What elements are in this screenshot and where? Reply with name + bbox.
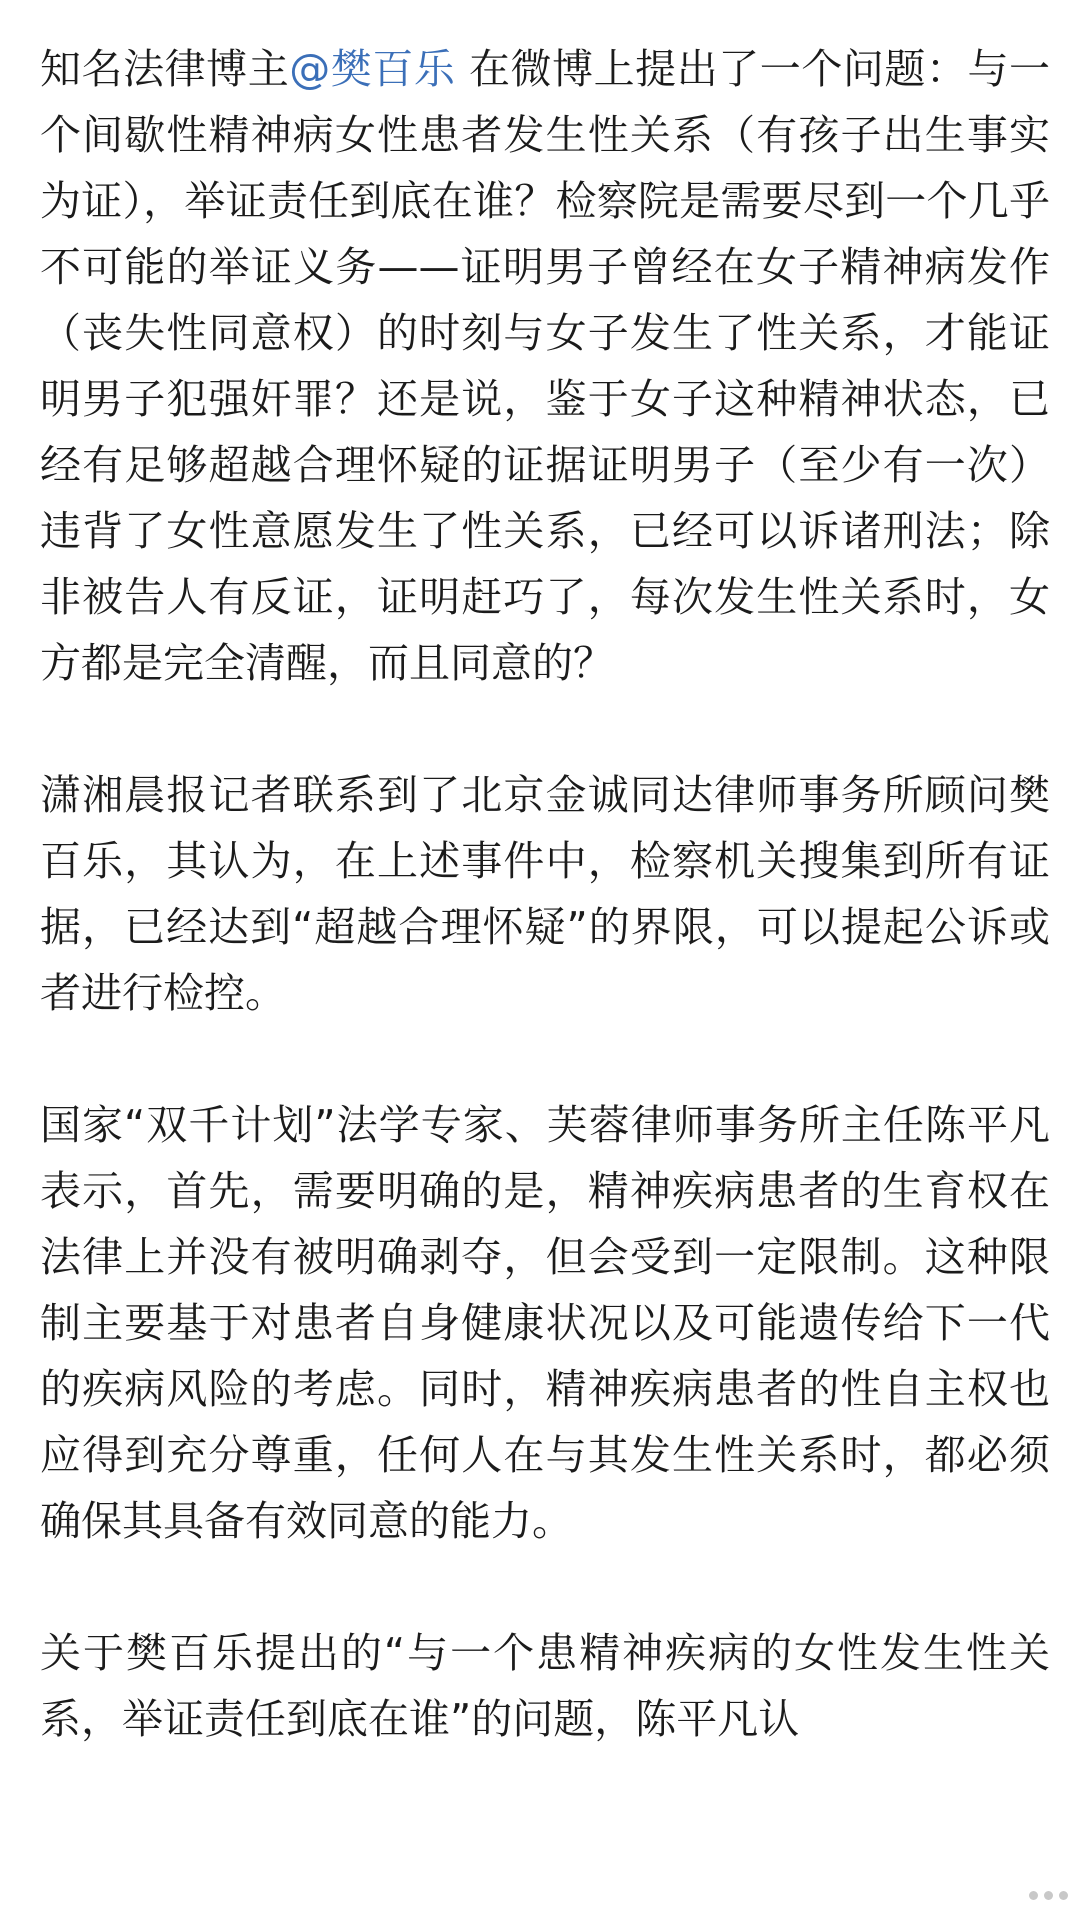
paragraph-1 <box>40 36 1050 696</box>
paragraph-4: 关于樊百乐提出的“与一个患精神疾病的女性发生性关系，举证责任到底在谁”的问题，陈平凡认 <box>40 1629 1050 1743</box>
paragraph-2: 潇湘晨报记者联系到了北京金诚同达律师事务所顾问樊百乐，其认为，在上述事件中，检察机关搜集到所有证据，已经达到“超越合理怀疑”的界限，可以提起公诉或者进行检控。 <box>40 771 1050 1017</box>
truncation-fade <box>0 1866 1080 1906</box>
more-dots-icon[interactable] <box>1029 1891 1068 1900</box>
post-body <box>40 36 1050 1818</box>
dot <box>1044 1891 1053 1900</box>
user-mention-link[interactable]: @樊百乐 <box>289 45 456 93</box>
paragraph-1-text: 在微博上提出了一个问题：与一个间歇性精神病女性患者发生性关系（有孩子出生事实为证），举证责任到底在谁？检察院是需要尽到一个几乎不可能的举证义务——证明男子曾经在女子精神病发作（丧失性同意权）的时刻与女子发生了性关系，才能证明男子犯强奸罪？还是说，鉴于女子这种精神状态，已经有足够超越合理怀疑的证据证明男子（至少有一次）违背了女性意愿发生了性关系，已经可以诉诸刑法；除非被告人有反证，证明赶巧了，每次发生性关系时，女方都是完全清醒，而且同意的？ <box>40 45 1051 687</box>
paragraph-1-intro: 知名法律博主 <box>40 45 290 93</box>
paragraph-3: 国家“双千计划”法学专家、芙蓉律师事务所主任陈平凡表示，首先，需要明确的是，精神疾病患者的生育权在法律上并没有被明确剥夺，但会受到一定限制。这种限制主要基于对患者自身健康状况以及可能遗传给下一代的疾病风险的考虑。同时，精神疾病患者的性自主权也应得到充分尊重，任何人在与其发生性关系时，都必须确保其具备有效同意的能力。 <box>40 1101 1050 1545</box>
dot <box>1029 1891 1038 1900</box>
dot <box>1059 1891 1068 1900</box>
